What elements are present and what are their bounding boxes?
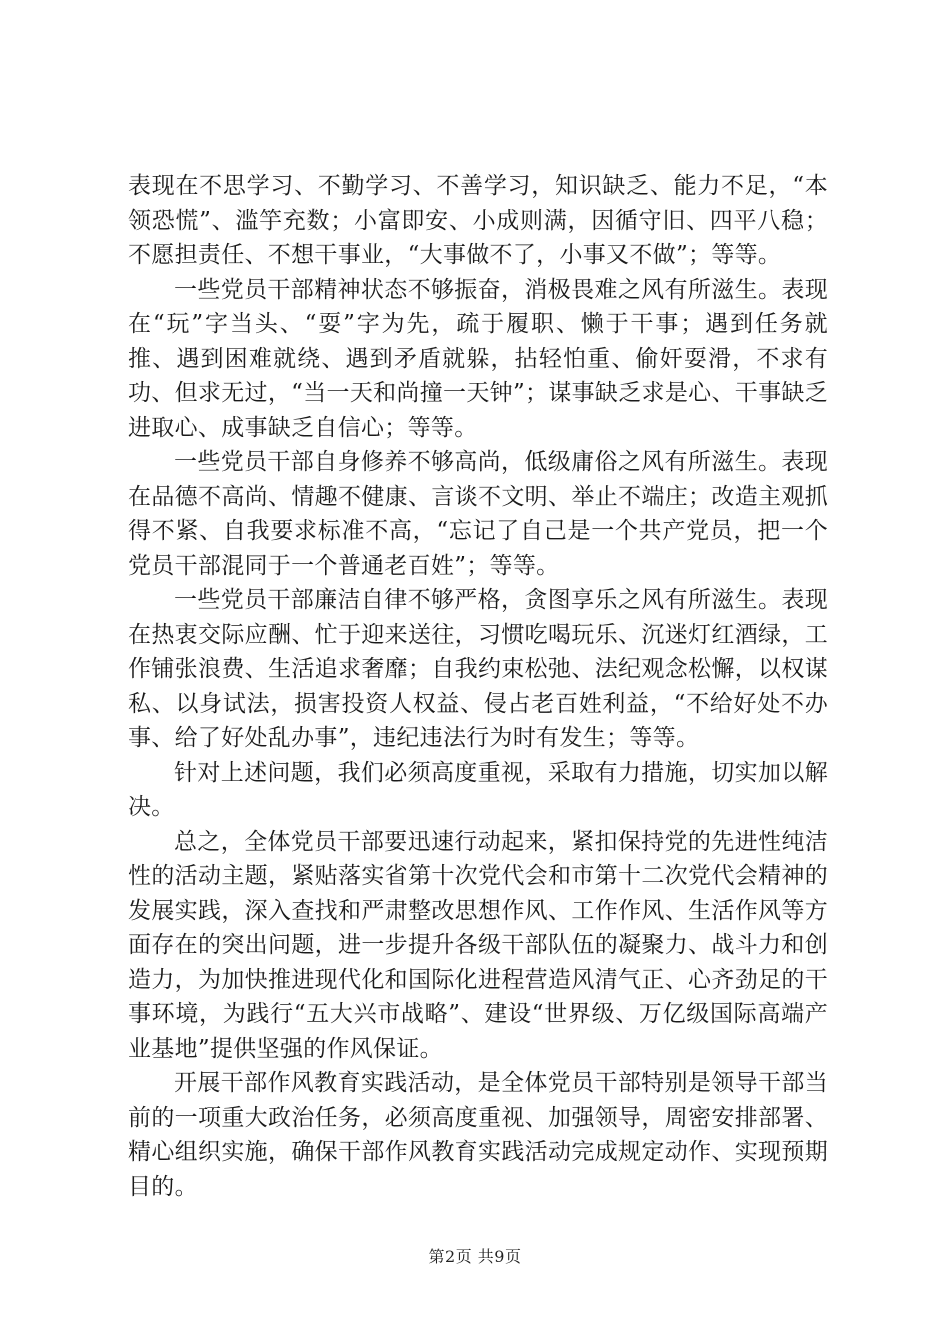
paragraph-7: 开展干部作风教育实践活动，是全体党员干部特别是领导干部当前的一项重大政治任务，必须高度重视、加强领导，周密安排部署、精心组织实施，确保干部作风教育实践活动完成规定动作、实现预期目的。 (128, 1070, 828, 1200)
paragraph-1: 表现在不思学习、不勤学习、不善学习，知识缺乏、能力不足，“本领恐慌”、滥竽充数；小富即安、小成则满，因循守旧、四平八稳；不愿担责任、不想干事业，“大事做不了，小事又不做”；等等。 (128, 173, 828, 268)
paragraph-5: 针对上述问题，我们必须高度重视，采取有力措施，切实加以解决。 (128, 759, 828, 820)
paragraph-2: 一些党员干部精神状态不够振奋，消极畏难之风有所滋生。表现在“玩”字当头、“耍”字为先，疏于履职、懒于干事；遇到任务就推、遇到困难就绕、遇到矛盾就躲，拈轻怕重、偷奸耍滑，不求有功、但求无过，“当一天和尚撞一天钟”；谋事缺乏求是心、干事缺乏进取心、成事缺乏自信心；等等。 (128, 276, 828, 441)
page-number-footer: 第2页 共9页 (428, 1247, 522, 1266)
document-body (128, 169, 828, 1204)
paragraph-3: 一些党员干部自身修养不够高尚，低级庸俗之风有所滋生。表现在品德不高尚、情趣不健康、言谈不文明、举止不端庄；改造主观抓得不紧、自我要求标准不高，“忘记了自己是一个共产党员，把一个党员干部混同于一个普通老百姓”；等等。 (128, 449, 828, 579)
paragraph-4: 一些党员干部廉洁自律不够严格，贪图享乐之风有所滋生。表现在热衷交际应酬、忙于迎来送往，习惯吃喝玩乐、沉迷灯红酒绿，工作铺张浪费、生活追求奢靡；自我约束松弛、法纪观念松懈，以权谋私、以身试法，损害投资人权益、侵占老百姓利益，“不给好处不办事、给了好处乱办事”，违纪违法行为时有发生；等等。 (128, 587, 828, 751)
paragraph-6: 总之，全体党员干部要迅速行动起来，紧扣保持党的先进性纯洁性的活动主题，紧贴落实省第十次党代会和市第十二次党代会精神的发展实践，深入查找和严肃整改思想作风、工作作风、生活作风等方面存在的突出问题，进一步提升各级干部队伍的凝聚力、战斗力和创造力，为加快推进现代化和国际化进程营造风清气正、心齐劲足的干事环境，为践行“五大兴市战略”、建设“世界级、万亿级国际高端产业基地”提供坚强的作风保证。 (128, 828, 828, 1062)
